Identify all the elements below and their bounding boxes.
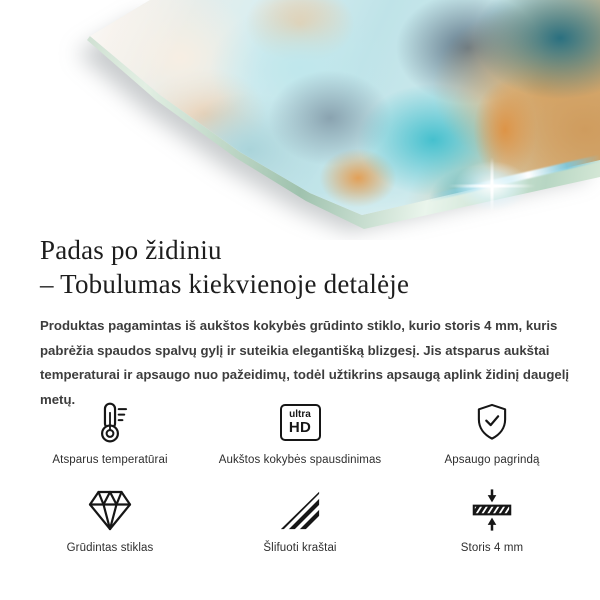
diamond-icon [86, 487, 134, 533]
feature-label: Šlifuoti kraštai [263, 542, 337, 554]
page-title-line1: Padas po židiniu [40, 235, 222, 265]
polished-edges-icon [278, 487, 322, 533]
feature-grid [40, 399, 575, 554]
feature-temperature [40, 399, 180, 466]
feature-label: Aukštos kokybės spausdinimas [218, 454, 382, 466]
ultra-hd-icon: ultra HD [280, 399, 321, 445]
shield-check-icon [471, 399, 513, 445]
thermometer-icon [88, 399, 132, 445]
product-paragraph: Produktas pagamintas iš aukštos kokybės grūdinto stiklo, kurio storis 4 mm, kuris pabrėžia spaudos spalvų gylį ir suteikia elegantišką blizgesį. Jis atsparus aukštai temperaturai ir apsaugo nuo pažeidimų, todėl užtikrins apsaugą aplink židinį daugelį metų. [40, 318, 570, 407]
product-hero-image [0, 0, 600, 240]
feature-protection [420, 399, 564, 466]
page-title-line2: – Tobulumas kiekvienoje detalėje [40, 269, 410, 299]
description-section [40, 233, 575, 412]
page-title [40, 233, 575, 301]
feature-label: Apsaugo pagrindą [444, 454, 540, 466]
feature-polished-edges [180, 487, 420, 554]
feature-print-quality [180, 399, 420, 466]
feature-label: Storis 4 mm [460, 542, 524, 554]
feature-label: Grūdintas stiklas [66, 542, 154, 554]
feature-tempered-glass [40, 487, 180, 554]
feature-label: Atsparus temperatūrai [52, 454, 168, 466]
thickness-icon [469, 487, 515, 533]
feature-thickness [420, 487, 564, 554]
